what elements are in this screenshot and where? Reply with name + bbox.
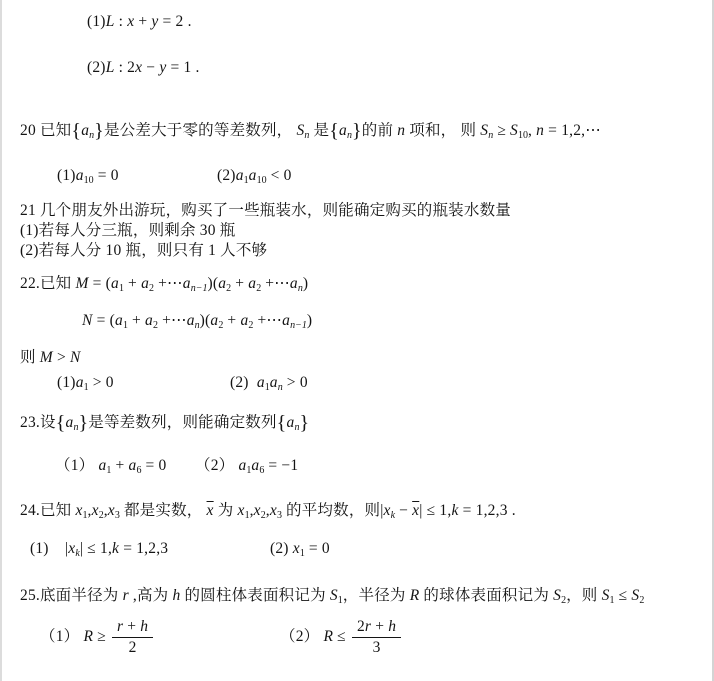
question-21-condition-2: (2)若每人分 10 瓶，则只有 1 人不够 [20, 242, 268, 259]
question-20-statement: 20 已知{an}是公差大于零的等差数列， Sn 是{an}的前 n 项和， 则 Sn ≥ S10, n = 1,2,⋯ [20, 120, 601, 142]
question-23-condition-1: （1） a1 + a6 = 0 [55, 457, 167, 476]
question-25-condition-1: （1） R ≥ $\frac{r + h}{2}$ [40, 618, 155, 657]
question-19-condition-1: (1)L : x + y = 2 . [87, 13, 192, 30]
question-20-condition-2: (2)a1a10 < 0 [217, 167, 292, 186]
question-22-n-equation: N = (a1 + a2 +⋯an)(a2 + a2 +⋯an−1) [82, 312, 313, 331]
question-21-statement: 21 几个朋友外出游玩，购买了一些瓶装水，则能确定购买的瓶装水数量 [20, 202, 511, 219]
question-22-condition-1: (1)a1 > 0 [57, 374, 114, 393]
question-20-condition-1: (1)a10 = 0 [57, 167, 119, 186]
question-24-condition-1: (1) |xk| ≤ 1,k = 1,2,3 [30, 540, 169, 559]
question-23-condition-2: （2） a1a6 = −1 [195, 457, 299, 476]
question-25-statement: 25.底面半径为 r ,高为 h 的圆柱体表面积记为 S1，半径为 R 的球体表面积记为 S2，则 S1 ≤ S2 [20, 587, 645, 606]
fraction: $\frac{2r + h}{3}$ [352, 618, 401, 657]
question-25-condition-2: （2） R ≤ $\frac{2r + h}{3}$ [280, 618, 403, 657]
question-19-condition-2: (2)L : 2x − y = 1 . [87, 59, 200, 76]
fraction: $\frac{r + h}{2}$ [112, 618, 153, 657]
question-21-condition-1: (1)若每人分三瓶，则剩余 30 瓶 [20, 222, 236, 239]
question-22-conclusion: 则 M > N [20, 349, 81, 366]
question-24-statement: 24.已知 x1,x2,x3 都是实数， $\overline{x}$ 为 x1,x2,x3 的平均数，则$|xk - \overline{x}| \le 1,k = 1,2,3$ . [20, 502, 516, 521]
question-22-condition-2: (2) a1an > 0 [230, 374, 308, 393]
question-23-statement: 23.设{an}是等差数列，则能确定数列{an} [20, 412, 310, 434]
question-24-condition-2: (2) x1 = 0 [270, 540, 330, 559]
question-22-m-equation: 22.已知 M = (a1 + a2 +⋯an−1)(a2 + a2 +⋯an) [20, 275, 309, 294]
